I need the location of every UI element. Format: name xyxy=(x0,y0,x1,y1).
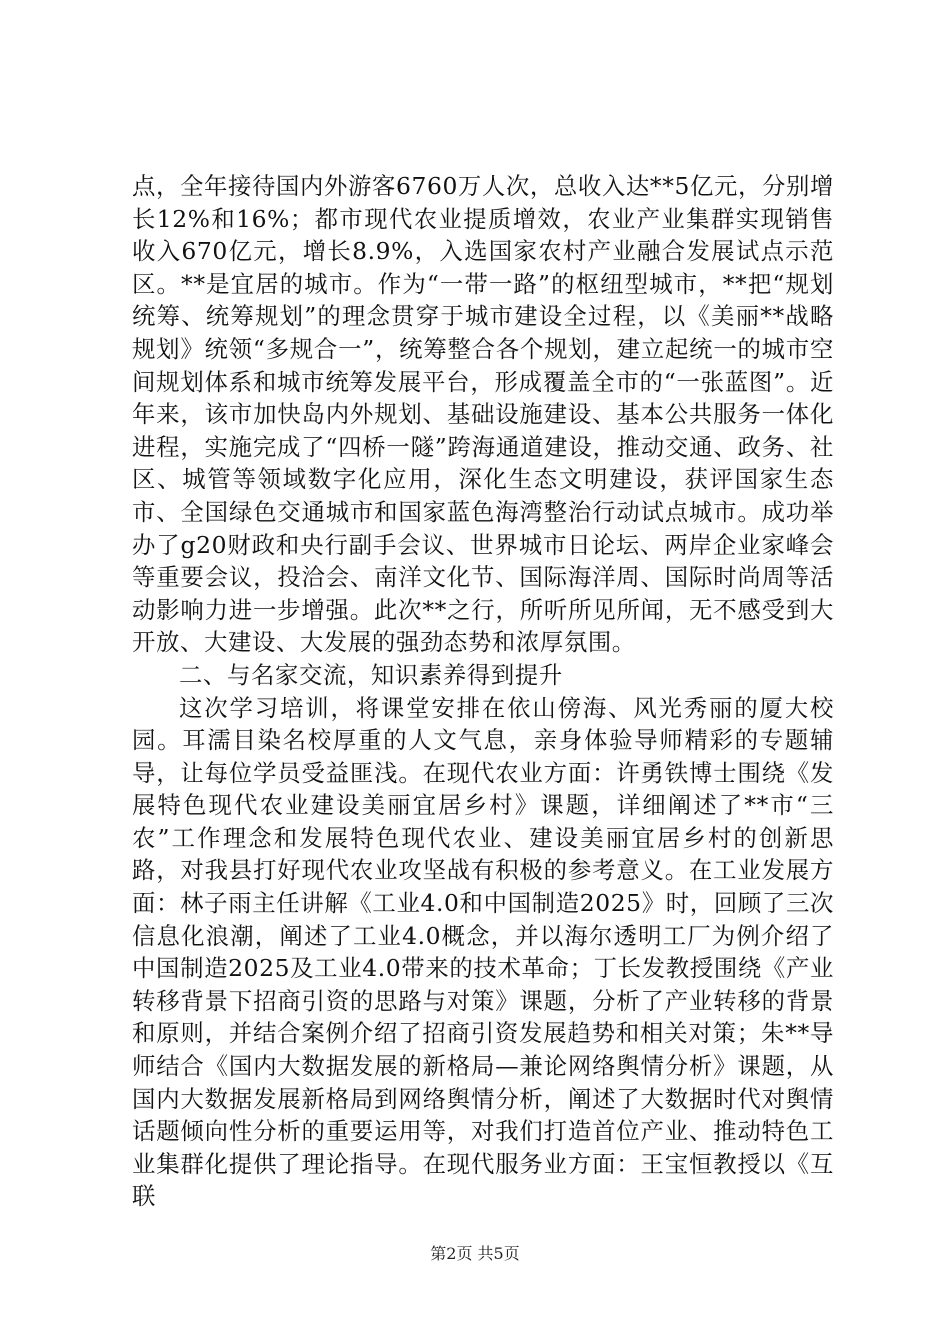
section-heading: 二、与名家交流，知识素养得到提升 xyxy=(179,660,563,689)
document-body xyxy=(132,170,834,1213)
paragraph-continuation: 点，全年接待国内外游客6760万人次，总收入达**5亿元，分别增长12%和16%；都市现代农业提质增效，农业产业集群实现销售收入670亿元，增长8.9%，入选国家农村产业融合发展试点示范区。**是宜居的城市。作为“一带一路”的枢纽型城市，**把“规划统筹、统筹规划”的理念贯穿于城市建设全过程，以《美丽**战略规划》统领“多规合一”，统筹整合各个规划，建立起统一的城市空间规划体系和城市统筹发展平台，形成覆盖全市的“一张蓝图”。近年来，该市加快岛内外规划、基础设施建设、基本公共服务一体化进程，实施完成了“四桥一隧”跨海通道建设，推动交通、政务、社区、城管等领域数字化应用，深化生态文明建设，获评国家生态市、全国绿色交通城市和国家蓝色海湾整治行动试点城市。成功举办了g20财政和央行副手会议、世界城市日论坛、两岸企业家峰会等重要会议，投洽会、南洋文化节、国际海洋周、国际时尚周等活动影响力进一步增强。此次**之行，所听所见所闻，无不感受到大开放、大建设、大发展的强劲态势和浓厚氛围。 xyxy=(132,172,834,657)
page-number-footer: 第2页 共5页 xyxy=(430,1244,520,1263)
paragraph-body: 这次学习培训，将课堂安排在依山傍海、风光秀丽的厦大校园。耳濡目染名校厚重的人文气息，亲身体验导师精彩的专题辅导，让每位学员受益匪浅。在现代农业方面：许勇铁博士围绕《发展特色现代农业建设美丽宜居乡村》课题，详细阐述了**市“三农”工作理念和发展特色现代农业、建设美丽宜居乡村的创新思路，对我县打好现代农业攻坚战有积极的参考意义。在工业发展方面：林子雨主任讲解《工业4.0和中国制造2025》时，回顾了三次信息化浪潮，阐述了工业4.0概念，并以海尔透明工厂为例介绍了中国制造2025及工业4.0带来的技术革命；丁长发教授围绕《产业转移背景下招商引资的思路与对策》课题，分析了产业转移的背景和原则，并结合案例介绍了招商引资发展趋势和相关对策；朱**导师结合《国内大数据发展的新格局—兼论网络舆情分析》课题，从国内大数据发展新格局到网络舆情分析，阐述了大数据时代对舆情话题倾向性分析的重要运用等，对我们打造首位产业、推动特色工业集群化提供了理论指导。在现代服务业方面：王宝恒教授以《互联 xyxy=(132,693,834,1211)
